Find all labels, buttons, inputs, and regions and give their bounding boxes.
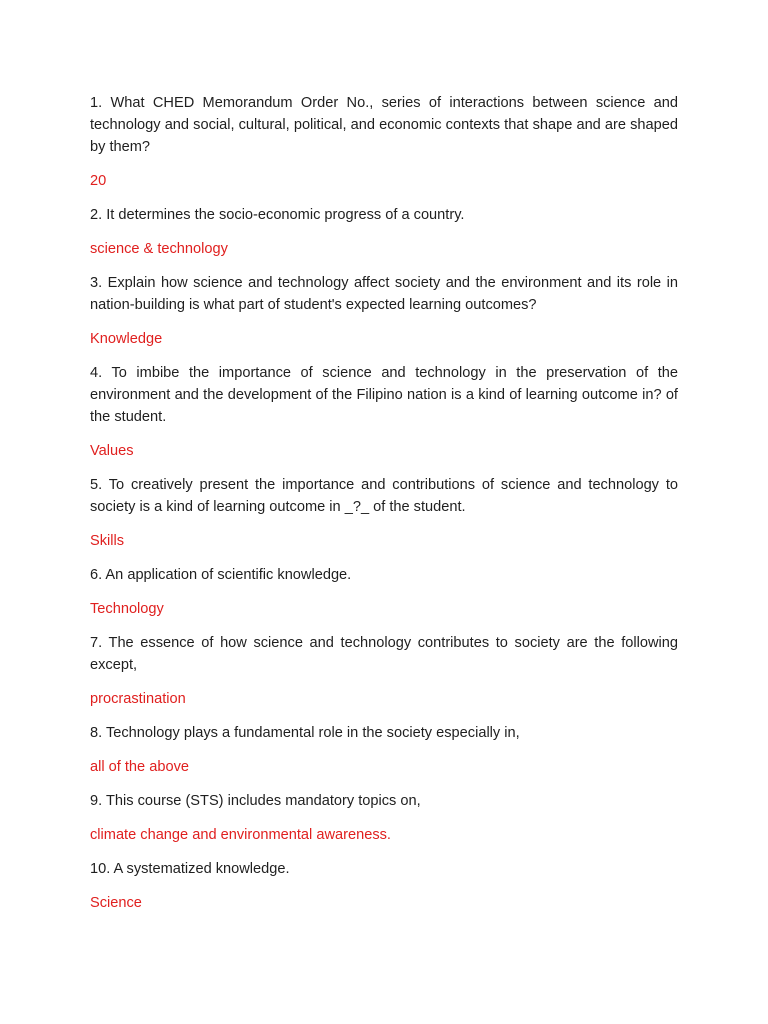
- question-9: 9. This course (STS) includes mandatory topics on,: [90, 793, 421, 809]
- qa-item-4: [90, 362, 678, 462]
- qa-item-10: [90, 858, 678, 914]
- qa-item-9: [90, 790, 678, 846]
- qa-item-5: [90, 474, 678, 552]
- answer-4: Values: [90, 443, 134, 459]
- qa-item-3: [90, 272, 678, 350]
- question-1: 1. What CHED Memorandum Order No., series of interactions between science and technology and social, cultural, political, and economic contexts that shape and are shaped by them?: [90, 95, 678, 155]
- qa-item-1: [90, 92, 678, 192]
- qa-item-7: [90, 632, 678, 710]
- answer-9: climate change and environmental awareness.: [90, 827, 391, 843]
- answer-2: science & technology: [90, 241, 228, 257]
- qa-item-2: [90, 204, 678, 260]
- answer-8: all of the above: [90, 759, 189, 775]
- document-page: [90, 92, 678, 926]
- qa-item-6: [90, 564, 678, 620]
- answer-3: Knowledge: [90, 331, 163, 347]
- question-8: 8. Technology plays a fundamental role in the society especially in,: [90, 725, 520, 741]
- question-3: 3. Explain how science and technology affect society and the environment and its role in nation-building is what part of student's expected learning outcomes?: [90, 275, 678, 313]
- question-6: 6. An application of scientific knowledge.: [90, 567, 352, 583]
- answer-10: Science: [90, 895, 142, 911]
- answer-7: procrastination: [90, 691, 186, 707]
- question-10: 10. A systematized knowledge.: [90, 861, 290, 877]
- question-4: 4. To imbibe the importance of science and technology in the preservation of the environment and the development of the Filipino nation is a kind of learning outcome in? of the student.: [90, 365, 678, 425]
- answer-5: Skills: [90, 533, 125, 549]
- question-5: 5. To creatively present the importance and contributions of science and technology to society is a kind of learning outcome in _?_ of the student.: [90, 477, 678, 515]
- answer-6: Technology: [90, 601, 164, 617]
- question-2: 2. It determines the socio-economic progress of a country.: [90, 207, 465, 223]
- qa-item-8: [90, 722, 678, 778]
- question-7: 7. The essence of how science and technology contributes to society are the following except,: [90, 635, 678, 673]
- answer-1: 20: [90, 173, 107, 189]
